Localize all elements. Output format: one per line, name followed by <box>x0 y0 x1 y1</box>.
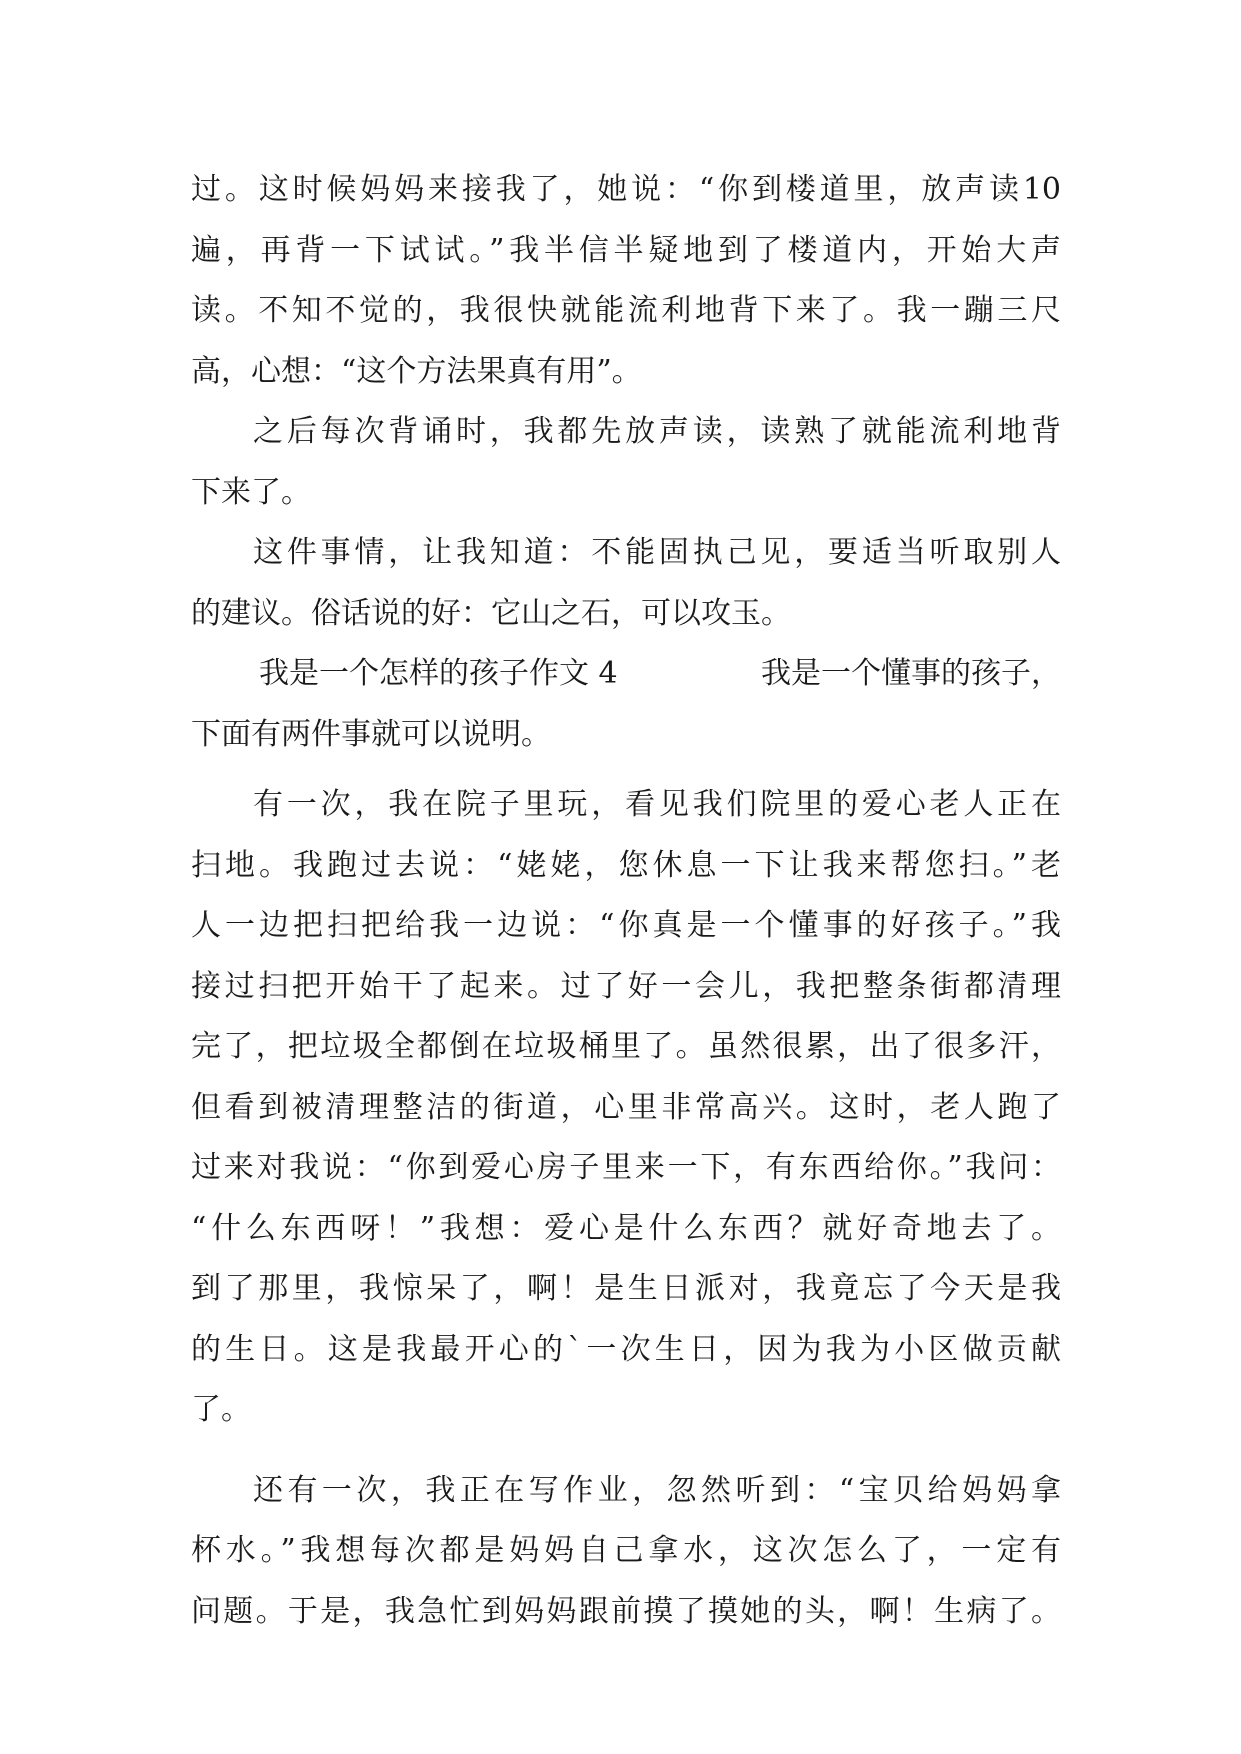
text-line: 之后每次背诵时，我都先放声读，读熟了就能流利地背 <box>253 414 1061 449</box>
text-line: 过。这时候妈妈来接我了，她说：“你到楼道里，放声读10 <box>191 172 1061 207</box>
text-line: 高，心想：“这个方法果真有用”。 <box>191 353 642 389</box>
text-line: 的生日。这是我最开心的`一次生日，因为我为小区做贡献 <box>191 1331 1061 1367</box>
text-line: 了。 <box>191 1392 251 1427</box>
text-line: 过来对我说：“你到爱心房子里来一下，有东西给你。”我问： <box>191 1150 1061 1185</box>
heading-title: 我是一个怎样的孩子作文 4 <box>259 656 618 691</box>
text-line: 但看到被清理整洁的街道，心里非常高兴。这时，老人跑了 <box>191 1089 1061 1125</box>
text-line: 接过扫把开始干了起来。过了好一会儿，我把整条街都清理 <box>191 968 1061 1004</box>
text-line: 下来了。 <box>191 474 311 510</box>
text-line: “什么东西呀！”我想：爱心是什么东西？就好奇地去了。 <box>191 1210 1061 1246</box>
text-line: 人一边把扫把给我一边说：“你真是一个懂事的好孩子。”我 <box>191 908 1061 943</box>
document-body <box>191 160 1061 1642</box>
text-line: 有一次，我在院子里玩，看见我们院里的爱心老人正在 <box>253 787 1061 822</box>
text-line: 杯水。”我想每次都是妈妈自己拿水，这次怎么了，一定有 <box>191 1533 1061 1568</box>
text-line: 遍，再背一下试试。”我半信半疑地到了楼道内，开始大声 <box>191 232 1061 268</box>
text-line: 还有一次，我正在写作业，忽然听到：“宝贝给妈妈拿 <box>253 1472 1061 1508</box>
text-line: 的建议。俗话说的好：它山之石，可以攻玉。 <box>191 595 791 631</box>
heading-line <box>191 644 1061 705</box>
paragraph-1 <box>191 160 1061 402</box>
heading-continuation: 我是一个懂事的孩子， <box>761 656 1061 691</box>
text-line: 扫地。我跑过去说：“姥姥，您休息一下让我来帮您扫。”老 <box>191 847 1061 883</box>
paragraph-3 <box>191 523 1061 644</box>
text-line: 读。不知不觉的，我很快就能流利地背下来了。我一蹦三尺 <box>191 293 1061 328</box>
text-line: 下面有两件事就可以说明。 <box>191 716 551 752</box>
section-heading <box>191 644 1061 765</box>
text-line: 到了那里，我惊呆了，啊！是生日派对，我竟忘了今天是我 <box>191 1271 1061 1306</box>
text-line: 这件事情，让我知道：不能固执己见，要适当听取别人 <box>253 535 1061 570</box>
text-line: 问题。于是，我急忙到妈妈跟前摸了摸她的头，啊！生病了。 <box>191 1593 1061 1629</box>
text-line: 完了，把垃圾全都倒在垃圾桶里了。虽然很累，出了很多汗， <box>191 1029 1061 1064</box>
paragraph-2 <box>191 402 1061 523</box>
paragraph-5 <box>191 775 1061 1441</box>
paragraph-6 <box>191 1461 1061 1643</box>
